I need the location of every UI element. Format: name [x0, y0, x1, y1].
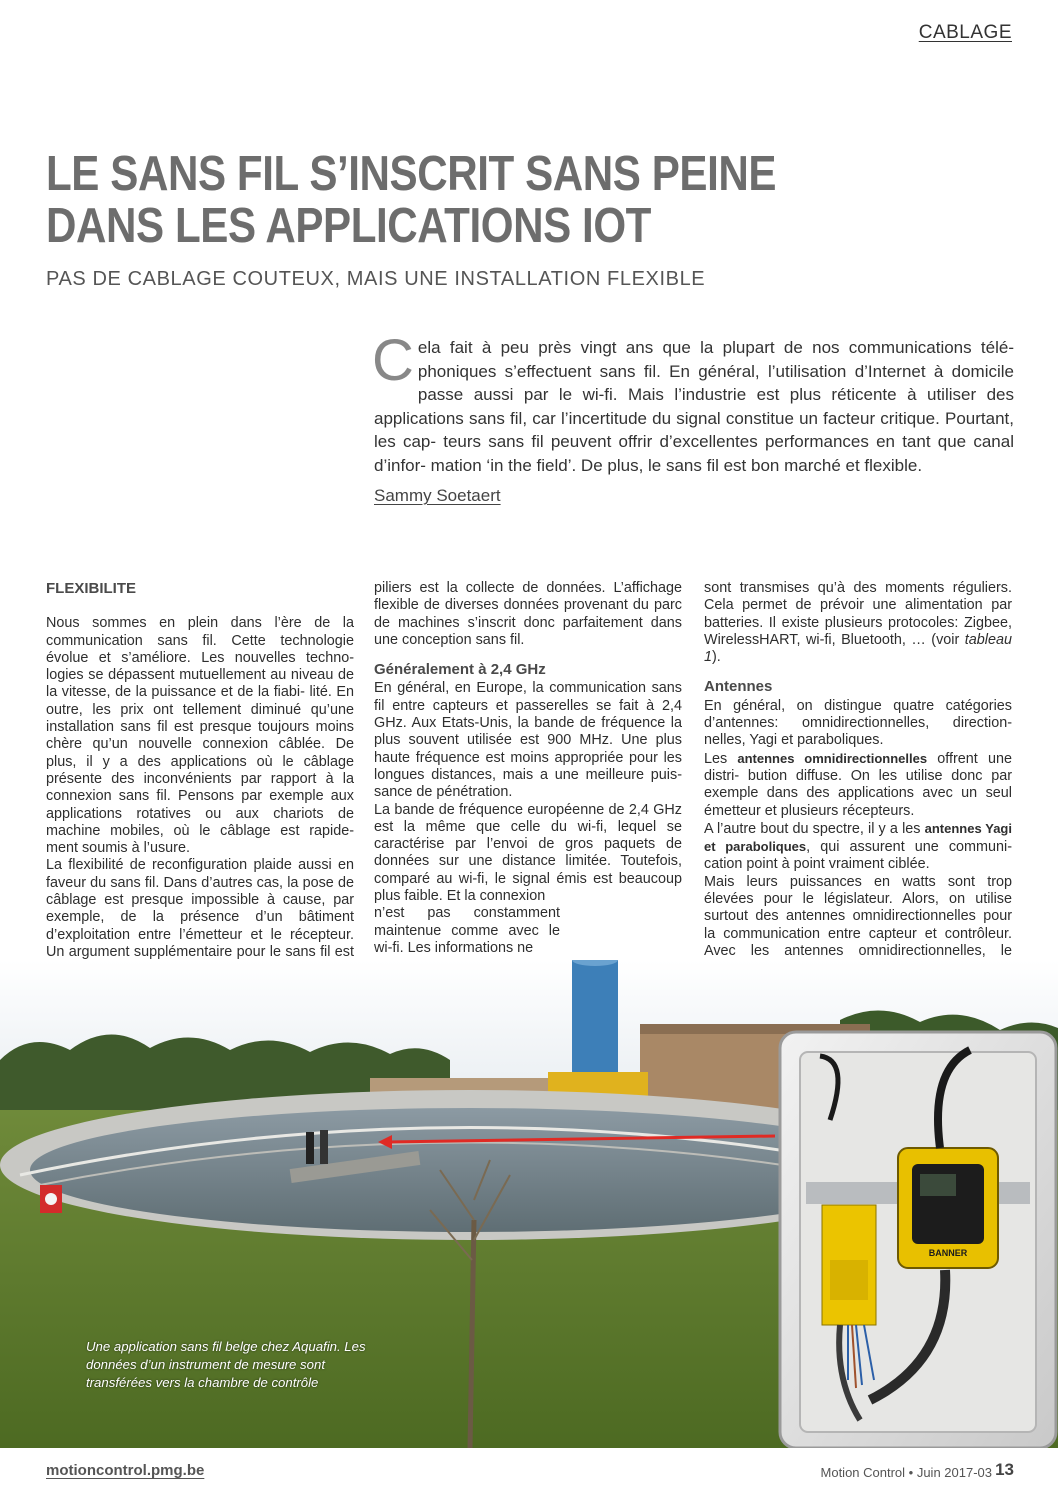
col3-paragraph-1: sont transmises qu’à des moments réguliers. Cela permet de prévoir une alimentation par batteries. Il existe plusieurs protocoles: Zigbee, WirelessHART, wi-fi, Bluetooth, … (voir tableau 1).	[704, 580, 1012, 666]
col2-paragraph-3-narrow: n’est pas constamment maintenue comme avec le wi-fi. Les informations ne	[374, 905, 560, 956]
author-byline: Sammy Soetaert	[374, 486, 501, 505]
col2-paragraph-3: La bande de fréquence européenne de 2,4 GHz est la même que celle du wi-fi, lequel se caractérise par l’envoi de gros paquets de données sur une distance limitée. Toutefois, comparé au wi-fi, le signal émis est beaucoup plus faible. Et la connexion	[374, 801, 682, 905]
col3-paragraph-3: Les antennes omnidirectionnelles offrent une distri- bution diffuse. On les utilise donc par exemple dans des applications avec un seul émetteur et plusieurs récepteurs.	[704, 750, 1012, 819]
col2-paragraph-1: piliers est la collecte de données. L’affichage flexible de diverses données provenant du parc de machines s’inscrit donc parfaitement dans une conception sans fil.	[374, 580, 682, 648]
col3-heading: Antennes	[704, 678, 773, 696]
col1-paragraph-1: Nous sommes en plein dans l’ère de la communication sans fil. Cette technologie évolue et s’améliore. Les nouvelles techno- logies se dépassent mutuellement au niveau de la vitesse, de la puissance et de la fiabi- lité. En outre, les prix ont tellement diminué qu’une installation sans fil est presque toujours moins chère qu’un nouvelle connexion câblée. De plus, il y a des applications où le câblage présente des inconvénients par rapport à la connexion sans fil. Pensons par exemple aux applications rotatives ou aux chariots de machine mobiles, où le câblage est rapide- ment soumis à l’usure.	[46, 615, 354, 857]
column-2	[374, 580, 682, 957]
column-3	[704, 580, 1012, 978]
intro-dropcap: C	[372, 328, 414, 393]
article-title	[46, 148, 872, 252]
photo-caption: Une application sans fil belge chez Aquafin. Les données d’un instrument de mesure sont transférées vers la chambre de contrôle	[86, 1339, 366, 1390]
col1-heading: FLEXIBILITE	[46, 580, 136, 597]
section-tag: CABLAGE	[918, 22, 1012, 43]
footer-url[interactable]: motioncontrol.pmg.be	[46, 1462, 205, 1479]
col3-paragraph-5: Mais leurs puissances en watts sont trop élevées pour le législateur. Alors, on utilise surtout des antennes omnidirectionnelles pour la communication entre capteur et contrôleur. Avec les antennes omnidirectionnelles, le	[704, 873, 1012, 959]
person-2	[320, 1130, 328, 1164]
table-reference: tableau 1	[704, 631, 1012, 666]
col3-paragraph-2: En général, on distingue quatre catégories d’antennes: omnidirectionnelles, direction- nelles, Yagi et paraboliques.	[704, 697, 1012, 749]
person-1	[306, 1132, 314, 1164]
footer-magazine: Motion Control • Juin 2017-03	[820, 1465, 992, 1480]
title-line-1: LE SANS FIL S’INSCRIT SANS PEINE	[46, 147, 777, 201]
col2-heading: Généralement à 2,4 GHz	[374, 661, 546, 679]
title-line-2: DANS LES APPLICATIONS IOT	[46, 199, 651, 253]
article-intro	[372, 328, 1014, 477]
device-brand: BANNER	[928, 1248, 968, 1258]
page-number: 13	[995, 1460, 1014, 1479]
intro-text: ela fait à peu près vingt ans que la plupart de nos communications télé- phoniques s’effectuent sans fil. En général, l’utilisation d’Internet à domicile passe aussi par le wi-fi. Mais l’industrie est plus réticente à utiliser des applications sans fil, car l’incertitude du signal constitue un facteur critique. Pourtant, les cap- teurs sans fil peuvent offrir d’excellentes performances en tant que canal d’infor- mation ‘in the field’. De plus, le sans fil est bon marché et flexible.	[374, 338, 1014, 475]
column-1	[46, 580, 354, 996]
col1-paragraph-2: La flexibilité de reconfiguration plaide aussi en faveur du sans fil. Dans d’autres cas, la pose de câblage est presque impossible à cause, par exemple, de la présence d’un bâtiment d’exploitation entre l’émetteur et le récepteur. Un argument supplémentaire pour le sans fil est	[46, 857, 354, 960]
col2-paragraph-2: En général, en Europe, la communication sans fil entre capteurs et passerelles se fait à 2,4 GHz. Aux Etats-Unis, la bande de fréquence la plus souvent utilisée est 900 MHz. Une plus haute fréquence est moins appropriée pour les longues distances, mais a une meilleure puis- sance de pénétration.	[374, 680, 682, 801]
article-subtitle: PAS DE CABLAGE COUTEUX, MAIS UNE INSTALLATION FLEXIBLE	[46, 268, 706, 290]
col3-paragraph-4: A l’autre bout du spectre, il y a les antennes Yagi et paraboliques, qui assurent une communi- cation point à point vraiment ciblée.	[704, 820, 1013, 873]
